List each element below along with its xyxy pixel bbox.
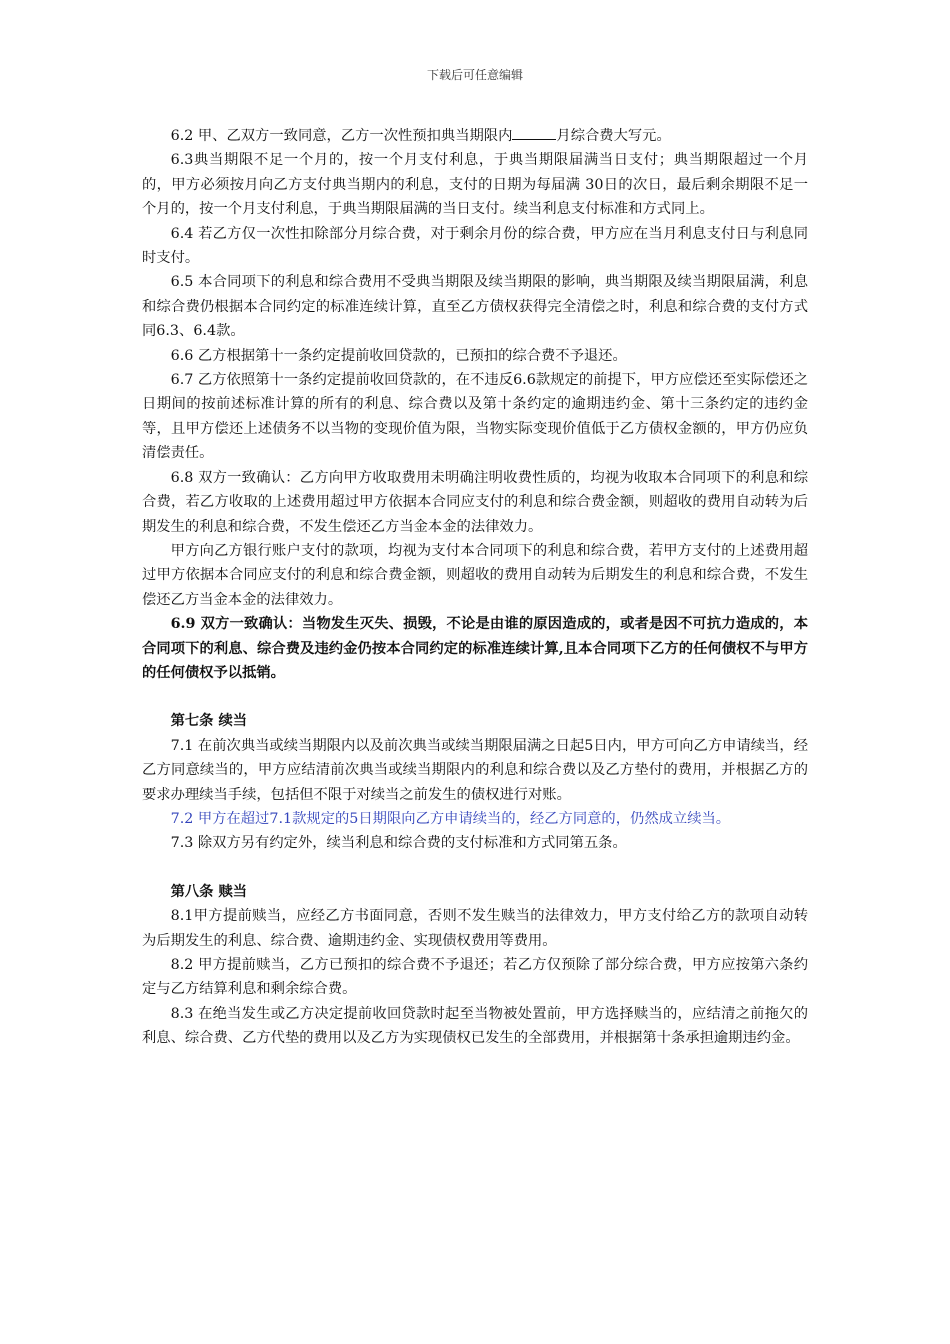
clause-6-7: 6.7 乙方依照第十一条约定提前收回贷款的，在不违反6.6款规定的前提下，甲方应偿还至实际偿还之日期间的按前述标准计算的所有的利息、综合费以及第十条约定的逾期违约金、第十三条约定的违约金等，且甲方偿还上述债务不以当物的变现价值为限，当物实际变现价值低于乙方债权金额的，甲方仍应负清偿责任。	[142, 372, 808, 462]
blank-fill-line	[512, 125, 556, 140]
article-8-heading: 第八条 赎当	[170, 883, 248, 900]
clause-6-2-text-after: 月综合费大写元。	[556, 128, 671, 144]
clause-8-1: 8.1甲方提前赎当，应经乙方书面同意，否则不发生赎当的法律效力，甲方支付给乙方的款项自动转为后期发生的利息、综合费、逾期违约金、实现债权费用等费用。	[142, 908, 808, 949]
clause-6-8: 6.8 双方一致确认：乙方向甲方收取费用未明确注明收费性质的，均视为收取本合同项下的利息和综合费，若乙方收取的上述费用超过甲方依据本合同应支付的利息和综合费金额，则超收的费用自动转为后期发生的利息和综合费，不发生偿还乙方当金本金的法律效力。	[142, 469, 808, 535]
clause-6-6: 6.6 乙方根据第十一条约定提前收回贷款的，已预扣的综合费不予退还。	[170, 347, 627, 364]
clause-7-1: 7.1 在前次典当或续当期限内以及前次典当或续当期限届满之日起5日内，甲方可向乙方申请续当，经乙方同意续当的，甲方应结清前次典当或续当期限内的利息和综合费以及乙方垫付的费用，并根据乙方的要求办理续当手续，包括但不限于对续当之前发生的债权进行对账。	[142, 737, 808, 803]
clause-6-2-text-before: 6.2 甲、乙双方一致同意，乙方一次性预扣典当期限内	[170, 128, 513, 144]
clause-7-3: 7.3 除双方另有约定外，续当利息和综合费的支付标准和方式同第五条。	[170, 835, 627, 852]
clause-6-8-continued: 甲方向乙方银行账户支付的款项，均视为支付本合同项下的利息和综合费，若甲方支付的上述费用超过甲方依据本合同应支付的利息和综合费金额，则超收的费用自动转为后期发生的利息和综合费，不发生偿还乙方当金本金的法律效力。	[142, 542, 808, 608]
clause-7-2: 7.2 甲方在超过7.1款规定的5日期限向乙方申请续当的，经乙方同意的，仍然成立续当。	[170, 810, 731, 827]
header-note: 下载后可任意编辑	[426, 68, 523, 82]
clause-6-5: 6.5 本合同项下的利息和综合费用不受典当期限及续当期限的影响，典当期限及续当期限届满，利息和综合费仍根据本合同约定的标准连续计算，直至乙方债权获得完全清偿之时，利息和综合费的支付方式同6.3、6.4款。	[142, 274, 808, 340]
clause-6-9: 6.9 双方一致确认：当物发生灭失、损毁，不论是由谁的原因造成的，或者是因不可抗力造成的，本合同项下的利息、综合费及违约金仍按本合同约定的标准连续计算,且本合同项下乙方的任何债权不与甲方的任何债权予以抵销。	[142, 616, 808, 681]
clause-6-3: 6.3典当期限不足一个月的，按一个月支付利息，于典当期限届满当日支付；典当期限超过一个月的，甲方必须按月向乙方支付典当期内的利息，支付的日期为每届满 30日的次日，最后剩余期限不足一个月的，按一个月支付利息，于典当期限届满的当日支付。续当利息支付标准和方式同上。	[142, 152, 808, 218]
section-spacer	[142, 685, 808, 709]
section-spacer	[142, 856, 808, 880]
clause-8-2: 8.2 甲方提前赎当，乙方已预扣的综合费不予退还；若乙方仅预除了部分综合费，甲方应按第六条约定与乙方结算利息和剩余综合费。	[142, 957, 808, 998]
document-body	[142, 124, 808, 1051]
clause-6-2	[142, 124, 808, 148]
article-7-heading: 第七条 续当	[170, 713, 248, 730]
clause-6-4: 6.4 若乙方仅一次性扣除部分月综合费，对于剩余月份的综合费，甲方应在当月利息支付日与利息同时支付。	[142, 225, 808, 267]
clause-8-3: 8.3 在绝当发生或乙方决定提前收回贷款时起至当物被处置前，甲方选择赎当的，应结清之前拖欠的利息、综合费、乙方代垫的费用以及乙方为实现债权已发生的全部费用，并根据第十条承担逾期违约金。	[142, 1005, 808, 1047]
